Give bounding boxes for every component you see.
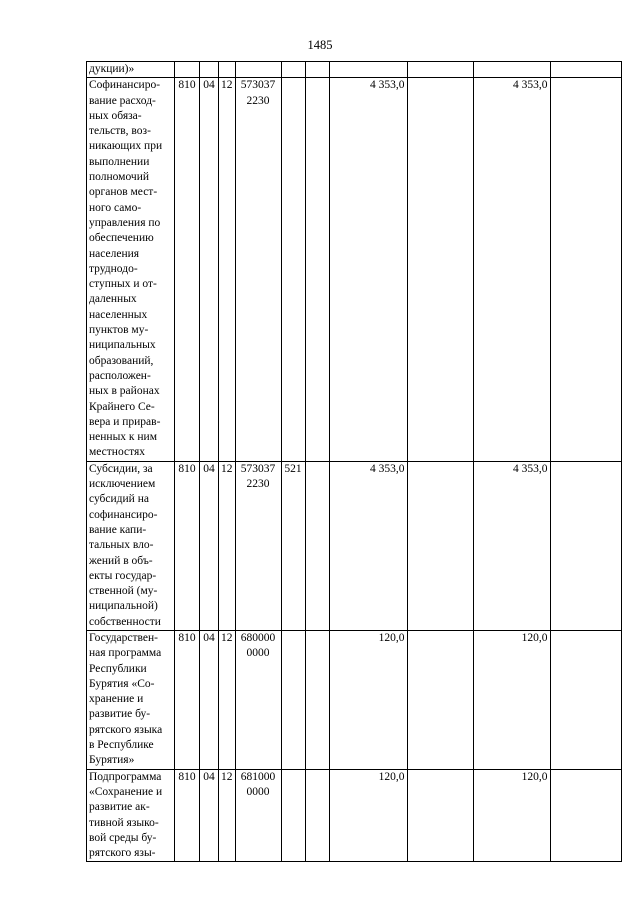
cell-line: Бурятия «Со- [89, 677, 155, 690]
cell-line: 573037 [240, 462, 276, 475]
cell-line: жений в объ- [89, 554, 153, 567]
cell-line: 573037 [240, 79, 276, 92]
cell-line: ниципальных [89, 339, 156, 352]
cell-expense-type [281, 62, 305, 78]
table-body [87, 62, 622, 862]
cell-line: ного само- [89, 201, 142, 214]
cell-line: выполнении [89, 155, 150, 168]
cell-subsection: 12 [219, 78, 236, 461]
cell-line: тельств, воз- [89, 125, 151, 138]
cell-line: 0000 [246, 785, 270, 798]
cell-line: 2230 [246, 94, 270, 107]
cell-amount-3 [407, 78, 473, 461]
cell-amount-3 [407, 62, 473, 78]
cell-line: населенных [89, 308, 148, 321]
cell-line: вой среды бу- [89, 831, 157, 844]
cell-line: Государствен- [89, 631, 158, 644]
cell-section: 04 [200, 78, 219, 461]
cell-amount-5 [550, 769, 621, 862]
cell-line: тальных вло- [89, 539, 154, 552]
cell-line: ных в районах [89, 385, 160, 398]
cell-amount-1 [305, 769, 329, 862]
cell-line: органов мест- [89, 186, 158, 199]
cell-amount-5 [550, 630, 621, 769]
cell-line: 0000 [246, 647, 270, 660]
cell-amount-5 [550, 62, 621, 78]
cell-amount-4: 120,0 [473, 769, 550, 862]
cell-line: вера и прирав- [89, 415, 161, 428]
cell-line: никающих при [89, 140, 163, 153]
cell-line: в Республике [89, 739, 154, 752]
table-row [87, 769, 622, 862]
cell-line: Подпрограмма [89, 770, 162, 783]
cell-name [87, 461, 175, 630]
cell-target [235, 630, 281, 769]
cell-line: ступных и от- [89, 278, 157, 291]
cell-line: тивной языко- [89, 816, 159, 829]
cell-line: управления по [89, 216, 161, 229]
cell-expense-type: 521 [281, 461, 305, 630]
cell-line: вание расход- [89, 94, 156, 107]
cell-name [87, 769, 175, 862]
cell-line: Крайнего Се- [89, 400, 155, 413]
cell-line: Республики [89, 662, 147, 675]
page-number: 1485 [307, 38, 333, 52]
cell-amount-4: 120,0 [473, 630, 550, 769]
cell-line: Бурятия» [89, 754, 135, 767]
cell-target [235, 769, 281, 862]
cell-line: образований, [89, 354, 154, 367]
cell-name [87, 630, 175, 769]
cell-line: ственной (му- [89, 585, 158, 598]
table-row [87, 78, 622, 461]
cell-line: ных обяза- [89, 109, 142, 122]
cell-target [235, 461, 281, 630]
cell-line: 2230 [246, 478, 270, 491]
cell-section: 04 [200, 630, 219, 769]
cell-amount-1 [305, 630, 329, 769]
cell-amount-3 [407, 630, 473, 769]
cell-ministry: 810 [175, 78, 200, 461]
cell-expense-type [281, 769, 305, 862]
cell-amount-2 [329, 62, 407, 78]
cell-line: рятского языка [89, 723, 163, 736]
cell-line: ниципальной) [89, 600, 158, 613]
table-row [87, 630, 622, 769]
cell-ministry: 810 [175, 461, 200, 630]
cell-amount-3 [407, 769, 473, 862]
cell-line: «Сохранение и [89, 785, 163, 798]
cell-subsection: 12 [219, 769, 236, 862]
cell-amount-5 [550, 461, 621, 630]
cell-line: развитие ак- [89, 801, 150, 814]
cell-line: 680000 [240, 631, 276, 644]
cell-ministry: 810 [175, 769, 200, 862]
cell-amount-2: 4 353,0 [329, 78, 407, 461]
cell-line: хранение и [89, 693, 144, 706]
table-row [87, 62, 622, 78]
cell-amount-1 [305, 62, 329, 78]
cell-line: труднодо- [89, 262, 138, 275]
cell-subsection: 12 [219, 630, 236, 769]
cell-amount-4: 4 353,0 [473, 78, 550, 461]
cell-ministry: 810 [175, 630, 200, 769]
cell-section: 04 [200, 461, 219, 630]
cell-line: Субсидии, за [89, 462, 153, 475]
cell-target [235, 78, 281, 461]
cell-amount-4 [473, 62, 550, 78]
cell-amount-1 [305, 78, 329, 461]
cell-line: населения [89, 247, 140, 260]
cell-target [235, 62, 281, 78]
cell-amount-4: 4 353,0 [473, 461, 550, 630]
cell-line: ная программа [89, 647, 162, 660]
cell-section: 04 [200, 769, 219, 862]
cell-line: собственности [89, 615, 161, 628]
cell-line: местностях [89, 446, 146, 459]
cell-expense-type [281, 78, 305, 461]
cell-amount-2: 120,0 [329, 630, 407, 769]
cell-line: вание капи- [89, 523, 147, 536]
cell-line: обеспечению [89, 232, 154, 245]
cell-amount-1 [305, 461, 329, 630]
cell-name [87, 78, 175, 461]
cell-name [87, 62, 175, 78]
cell-line: ненных к ним [89, 431, 157, 444]
cell-line: субсидий на [89, 493, 149, 506]
cell-line: расположен- [89, 369, 151, 382]
cell-amount-5 [550, 78, 621, 461]
cell-line: исключением [89, 478, 156, 491]
cell-line: даленных [89, 293, 137, 306]
cell-expense-type [281, 630, 305, 769]
table-row [87, 461, 622, 630]
cell-line: 681000 [240, 770, 276, 783]
cell-amount-2: 4 353,0 [329, 461, 407, 630]
cell-section [200, 62, 219, 78]
cell-subsection: 12 [219, 461, 236, 630]
cell-amount-2: 120,0 [329, 769, 407, 862]
budget-table [86, 61, 622, 862]
cell-amount-3 [407, 461, 473, 630]
cell-line: рятского язы- [89, 847, 156, 860]
cell-ministry [175, 62, 200, 78]
cell-line: пунктов му- [89, 324, 149, 337]
cell-line: екты государ- [89, 569, 157, 582]
cell-subsection [219, 62, 236, 78]
cell-line: софинансиро- [89, 508, 158, 521]
cell-line: Софинансиро- [89, 79, 161, 92]
cell-line: развитие бу- [89, 708, 151, 721]
cell-line: дукции)» [89, 63, 135, 75]
cell-line: полномочий [89, 171, 149, 184]
